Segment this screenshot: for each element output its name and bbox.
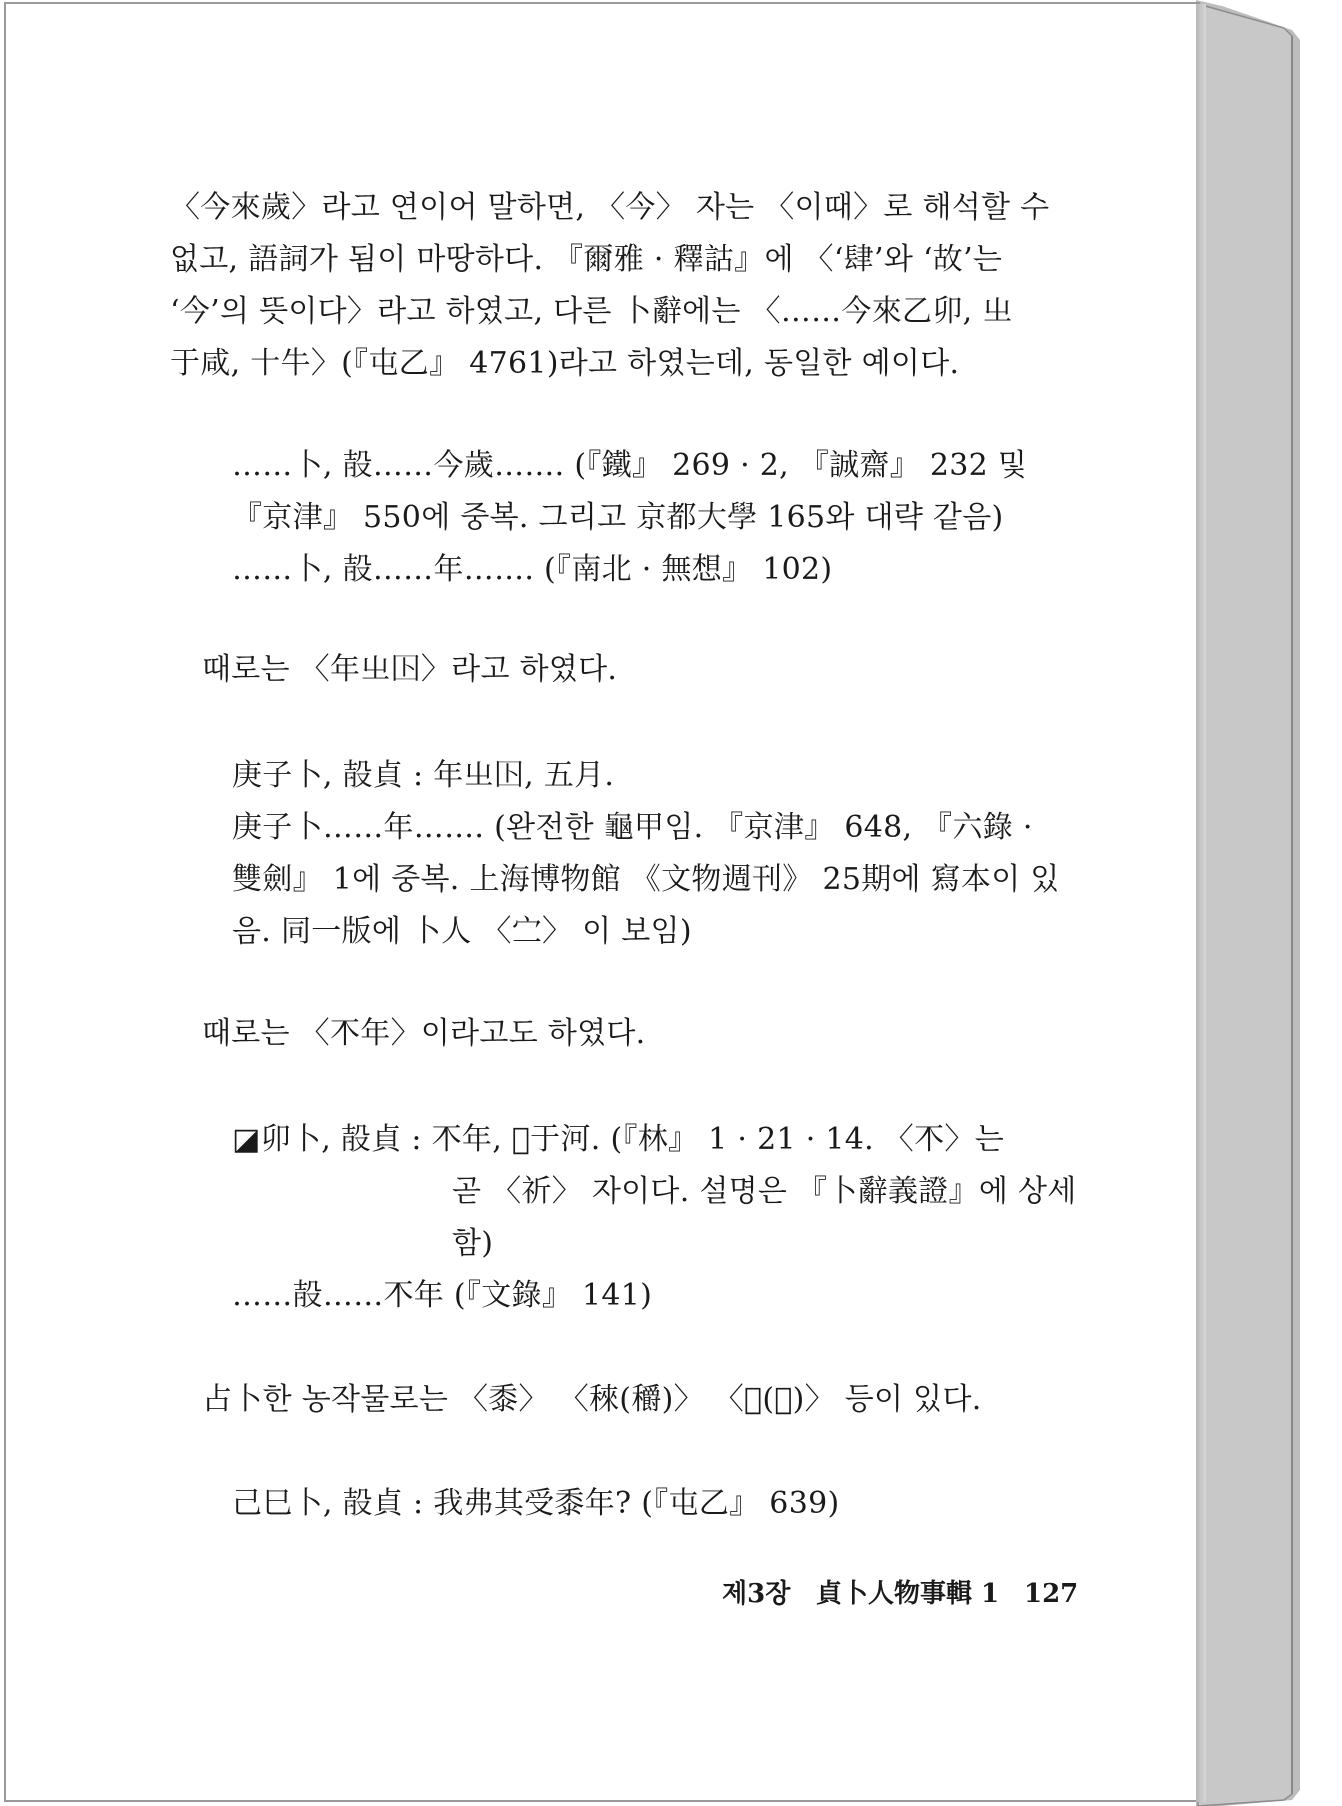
quote-line: 음. 同一版에 卜人 〈㝉〉 이 보임) [232,914,692,949]
spine-shadow [1196,4,1206,1802]
quote-line: 『京津』 550에 중복. 그리고 京都大學 165와 대략 같음) [232,500,1004,535]
quote-line: 庚子卜……年……. (완전한 龜甲임. 『京津』 648, 『六錄 · [232,810,1033,845]
paragraph-4: 占卜한 농작물로는 〈黍〉 〈䅘(穱)〉 〈𤰔(𤳆)〉 등이 있다. [202,1382,982,1417]
quote-line: ……卜, 㱿……今歲……. (『鐵』 269 · 2, 『誠齋』 232 및 [232,448,1028,483]
text-line: 〈今來歲〉라고 연이어 말하면, 〈今〉 자는 〈이때〉로 해석할 수 [170,190,1050,225]
page-number: 127 [1024,1579,1079,1609]
text-line: ‘今’의 뜻이다〉라고 하였고, 다른 卜辭에는 〈……今來乙卯, 㞢 [170,294,1013,329]
quote-line: 함) [452,1226,494,1261]
quote-line: ◪卯卜, 㱿貞 : 𣎴年, 𡚬于河. (『林』 1 · 21 · 14. 〈𣎴〉는 [232,1122,1004,1157]
page-edge-stack [1196,0,1300,1806]
quote-block-4: 己巳卜, 㱿貞 : 我弗其受黍年? (『屯乙』 639) [232,1486,840,1521]
quote-line: 곧 〈祈〉 자이다. 설명은 『卜辭義證』에 상세 [452,1174,1077,1209]
quote-line: ……卜, 㱿……年……. (『南北 · 無想』 102) [232,552,833,587]
footer-title: 貞卜人物事輯 1 [816,1579,1000,1609]
text-line: 于咸, 十牛〉(『屯乙』 4761)라고 하였는데, 동일한 예이다. [170,346,960,381]
text-line: 없고, 語詞가 됨이 마땅하다. 『爾雅 · 釋詁』에 〈‘肆’와 ‘故’는 [170,242,1003,277]
quote-line: ……㱿……𣎴年 (『文錄』 141) [232,1278,653,1313]
paragraph-2: 때로는 〈年㞢𡆥〉라고 하였다. [202,652,618,687]
quote-line: 庚子卜, 㱿貞 : 年㞢𡆥, 五月. [232,758,615,793]
footer-chapter: 제3장 [722,1579,791,1609]
quote-line: 雙劍』 1에 중복. 上海博物館 《文物週刊》 25期에 寫本이 있 [232,862,1060,897]
paragraph-3: 때로는 〈𣎴年〉이라고도 하였다. [202,1016,646,1051]
